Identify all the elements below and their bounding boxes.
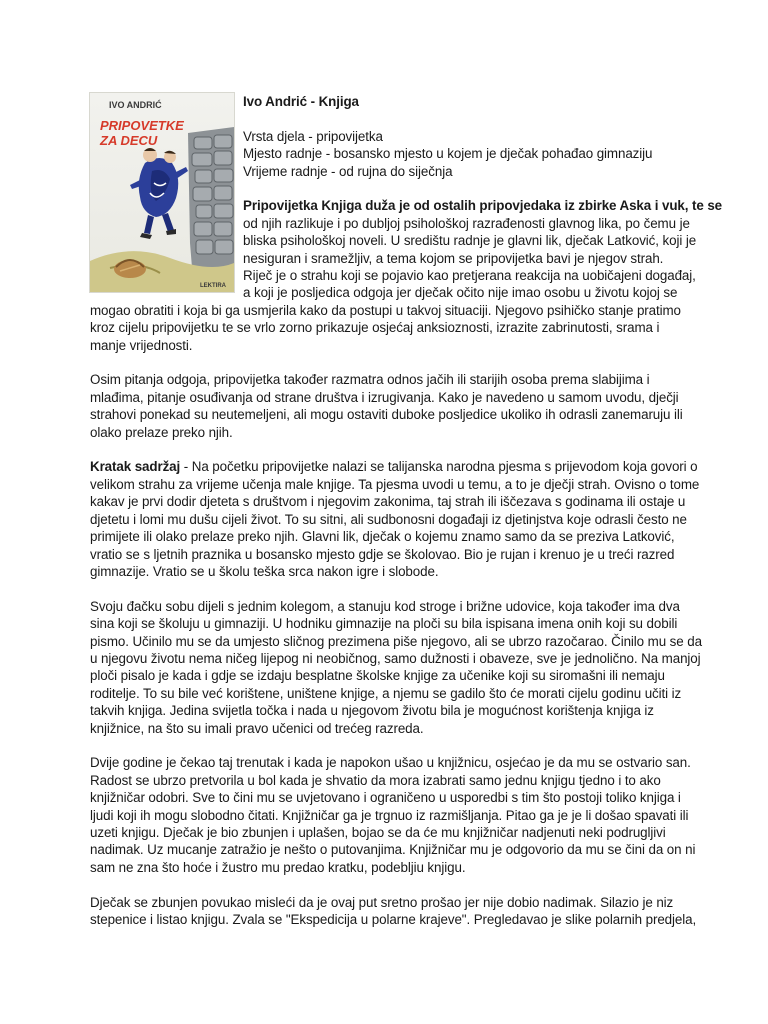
meta-place: Mjesto radnje - bosansko mjesto u kojem je dječak pohađao gimnaziju	[243, 146, 653, 162]
intro-line: od njih razlikuje i po dubljoj psihološkoj razrađenosti glavnog lika, po čemu je	[243, 215, 690, 231]
summary-line: kakav je prvi dodir djeteta s društvom i njegovim zakonima, taj strah ili iščezava s godinama ili ostaje u	[90, 494, 686, 510]
summary-line: gimnazije. Vratio se u školu teška srca nakon igre i slobode.	[90, 563, 439, 579]
intro-line: a koji je posljedica odgoja jer dječak očito nije imao osobu u životu kojoj se	[243, 285, 678, 301]
paragraph-4-line: takvih knjiga. Jedina svijetla točka i nada u njegovom životu bila je mogućnost korištenja knjiga iz	[90, 703, 654, 719]
article-body	[90, 93, 723, 928]
summary-line: vratio se s ljetnih praznika u bosansko mjesto gdje se školovao. Bio je rujan i krenuo je u treći razred	[90, 546, 675, 562]
paragraph-6-line: stepenice i listao knjigu. Zvala se "Ekspedicija u polarne krajeve". Pregledavao je slike polarnih predjela,	[90, 911, 697, 927]
paragraph-5-line: uzeti knjigu. Dječak je bio zbunjen i uplašen, bojao se da će mu knjižničar nadjenuti neki podrugljivi	[90, 824, 666, 840]
intro-line: bliska psihološkoj noveli. U središtu radnje je glavni lik, dječak Latković, koji je	[243, 233, 697, 249]
summary-line: velikom strahu za vrijeme učenja male knjige. Ta pjesma uvodi u temu, a to je dječji strah. Ovisno o tome	[90, 476, 700, 492]
intro-line: kroz cijelu pripovijetku te se vrlo zorno prikazuje osjećaj anksioznosti, izrazite zabrinutosti, srama i	[90, 320, 660, 336]
paragraph-4-line: knjižnice, na što su imali pravo učenici od trećeg razreda.	[90, 720, 424, 736]
paragraph-2-line: Osim pitanja odgoja, pripovijetka također razmatra odnos jačih ili starijih osoba prema slabijima i	[90, 372, 650, 388]
cover-title-line2: ZA DECU	[100, 133, 158, 148]
cover-author: IVO ANDRIĆ	[109, 100, 162, 110]
paragraph-4-line: pismo. Učinilo mu se da umjesto sličnog prezimena piše njegovo, ali se ubrzo razočarao. Činilo mu se da	[90, 633, 702, 649]
meta-time: Vrijeme radnje - od rujna do siječnja	[243, 163, 453, 179]
cover-title-line1: PRIPOVETKE	[100, 118, 184, 133]
paragraph-4-line: u njegovu životu nema ničeg lijepog ni neobičnog, samo dužnosti i obaveze, sve je jednolično. Na manjoj	[90, 650, 701, 666]
summary-line: djetetu i lomi mu dušu cijeli život. To su sitni, ali sudbonosni događaji iz djetinjstva koje odrasli često ne	[90, 511, 687, 527]
paragraph-4-line: sina koji se školuju u gimnaziji. U hodniku gimnazije na ploči su bila ispisana imena onih koji su dobili	[90, 616, 678, 632]
paragraph-4-line: roditelje. To su bile već korištene, uništene knjige, a njemu se gadilo što će morati cijelu godinu učiti iz	[90, 685, 682, 701]
meta-genre: Vrsta djela - pripovijetka	[243, 128, 383, 144]
paragraph-2-line: olako prelaze preko njih.	[90, 424, 233, 440]
cover-series: LEKTIRA	[200, 283, 226, 289]
summary-first-line	[90, 458, 698, 475]
intro-lead: Pripovijetka Knjiga duža je od ostalih pripovjedaka iz zbirke Aska i vuk, te se	[243, 198, 723, 214]
paragraph-5-line: knjižničar odobri. Sve to čini mu se uvjetovano i ograničeno u usporedbi s tim što postoji toliko knjiga i	[90, 790, 681, 806]
paragraph-6-line: Dječak se zbunjen povukao misleći da je ovaj put sretno prošao jer nije dobio nadimak. Silazio je niz	[90, 894, 674, 910]
intro-line: manje vrijednosti.	[90, 337, 193, 353]
summary-label: Kratak sadržaj	[90, 459, 181, 475]
intro-line: mogao obratiti i koja bi ga usmjerila kako da postupi u takvoj situaciji. Njegovo psihičko stanje pratimo	[90, 302, 681, 318]
paragraph-5-line: Radost se ubrzo pretvorila u bol kada je shvatio da mora izabrati samo jednu knjigu tjedno i to ako	[90, 772, 661, 788]
paragraph-2-line: strahovi ponekad su neutemeljeni, ali mogu ostaviti duboke posljedice ukoliko ih odrasli zanemaruju ili	[90, 407, 683, 423]
summary-line: primijete ili olako prelaze preko njih. Glavni lik, dječak o kojemu znamo samo da se preziva Latković,	[90, 529, 675, 545]
paragraph-4-line: ploči pisalo je kada i gdje se izdaju besplatne školske knjige za učenike koji su siromašni ili nemaju	[90, 668, 665, 684]
summary-first-line-text: - Na početku pripovijetke nalazi se talijanska narodna pjesma s prijevodom koja govori o	[180, 459, 698, 475]
paragraph-5-line: sam ne zna što hoće i žustro mu predao kratku, podebljiu knjigu.	[90, 859, 466, 875]
paragraph-2-line: mlađima, pitanje osuđivanja od strane društva i izrugivanja. Kako je navedeno u samom uvodu, dječji	[90, 389, 679, 405]
intro-line: nesiguran i sramežljiv, a tema kojom se pripovijetka bavi je njegov strah.	[243, 250, 664, 266]
paragraph-4-line: Svoju đačku sobu dijeli s jednim kolegom, a stanuju kod stroge i brižne udovice, koja također ima dva	[90, 598, 680, 614]
cover-spacer	[90, 93, 243, 291]
document-title: Ivo Andrić - Knjiga	[243, 94, 359, 109]
intro-line: Riječ je o strahu koji se pojavio kao pretjerana reakcija na uobičajeni događaj,	[243, 268, 696, 284]
paragraph-5-line: Dvije godine je čekao taj trenutak i kada je napokon ušao u knjižnicu, osjećao je da mu se ostvario san.	[90, 755, 691, 771]
paragraph-5-line: ljudi koji ih mogu slobodno čitati. Knjižničar ga je trgnuo iz razmišljanja. Pitao ga je je li došao spavati ili	[90, 807, 689, 823]
paragraph-5-line: nadimak. Uz mucanje zatražio je nešto o putovanjima. Knjižničar mu je odgovorio da mu se čini da on ni	[90, 842, 696, 858]
